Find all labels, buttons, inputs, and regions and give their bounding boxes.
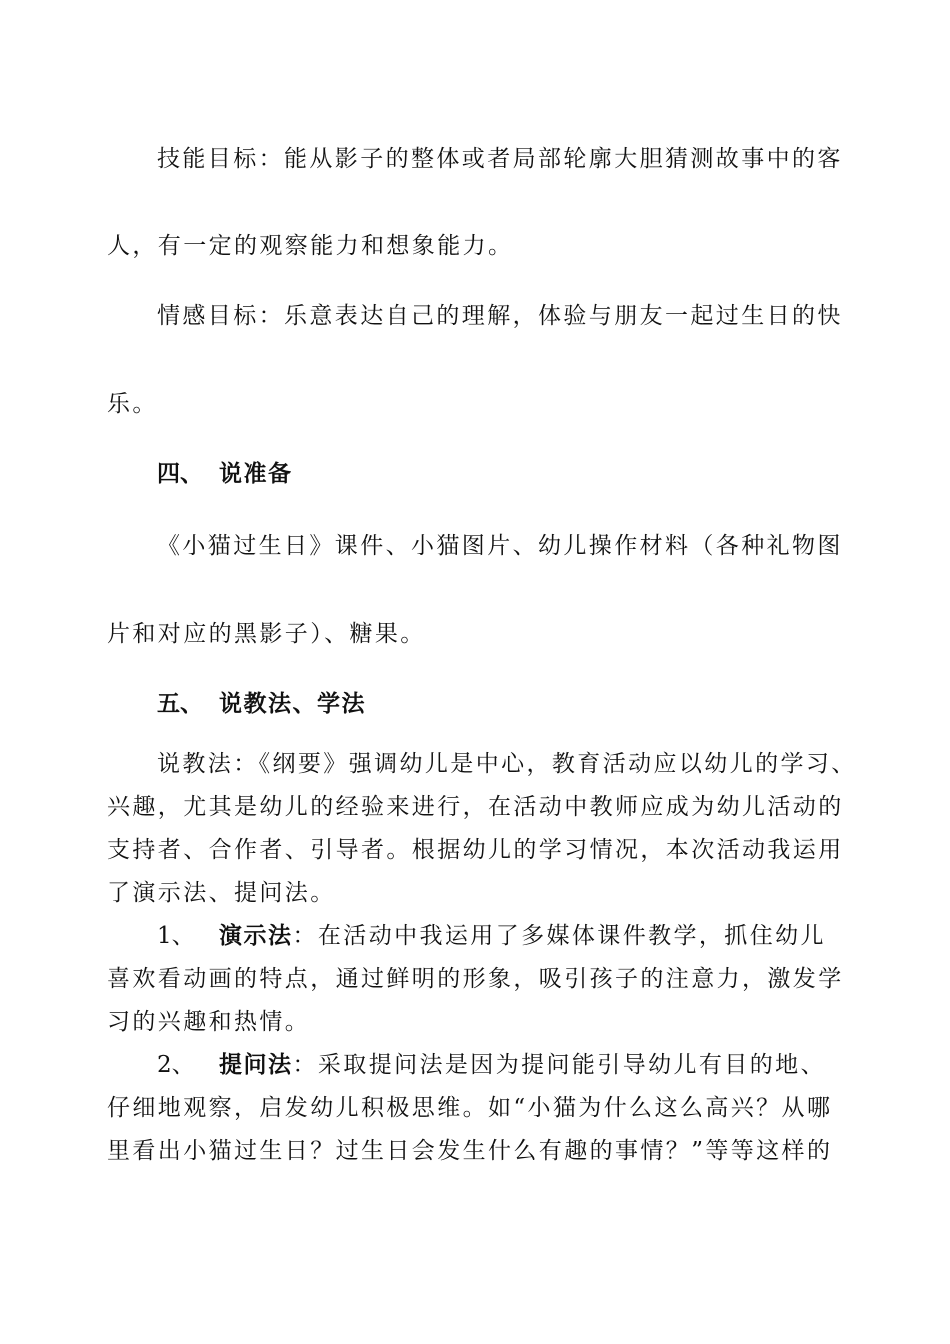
list-term: 演示法 xyxy=(219,923,293,949)
list-number: 1、 xyxy=(157,923,195,949)
paragraph-line: 人，有一定的观察能力和想象能力。 xyxy=(107,233,514,259)
heading-preparation xyxy=(157,460,293,488)
list-item-questioning xyxy=(157,1051,826,1079)
paragraph-line: 里看出小猫过生日？过生日会发生什么有趣的事情？”等等这样的 xyxy=(107,1138,833,1164)
paragraph-emotion-goal: 情感目标：乐意表达自己的理解，体验与朋友一起过生日的快 xyxy=(157,303,843,329)
heading-text: 说教法、学法 xyxy=(219,691,366,717)
heading-number: 四、 xyxy=(157,461,203,487)
paragraph-line: 习的兴趣和热情。 xyxy=(107,1009,311,1035)
paragraph-line: 了演示法、提问法。 xyxy=(107,880,336,906)
heading-text: 说准备 xyxy=(219,461,293,487)
heading-number: 五、 xyxy=(157,691,203,717)
paragraph-line: 喜欢看动画的特点，通过鲜明的形象，吸引孩子的注意力，激发学 xyxy=(107,966,844,992)
paragraph-teaching-method: 说教法：《纲要》强调幼儿是中心，教育活动应以幼儿的学习、 xyxy=(157,751,857,777)
paragraph-line: 乐。 xyxy=(107,391,158,417)
list-text: ：在活动中我运用了多媒体课件教学，抓住幼儿 xyxy=(292,923,826,949)
paragraph-line: 仔细地观察，启发幼儿积极思维。如“小猫为什么这么高兴？从哪 xyxy=(107,1095,833,1121)
heading-methods xyxy=(157,690,366,718)
paragraph-materials: 《小猫过生日》课件、小猫图片、幼儿操作材料（各种礼物图 xyxy=(157,533,843,559)
list-term: 提问法 xyxy=(219,1052,293,1078)
paragraph-line: 兴趣，尤其是幼儿的经验来进行，在活动中教师应成为幼儿活动的 xyxy=(107,794,844,820)
list-item-demonstration xyxy=(157,922,826,950)
paragraph-line: 支持者、合作者、引导者。根据幼儿的学习情况，本次活动我运用 xyxy=(107,837,844,863)
paragraph-skill-goal: 技能目标：能从影子的整体或者局部轮廓大胆猜测故事中的客 xyxy=(157,146,843,172)
list-text: ：采取提问法是因为提问能引导幼儿有目的地、 xyxy=(292,1052,826,1078)
paragraph-line: 片和对应的黑影子）、糖果。 xyxy=(107,621,426,647)
list-number: 2、 xyxy=(157,1052,195,1078)
